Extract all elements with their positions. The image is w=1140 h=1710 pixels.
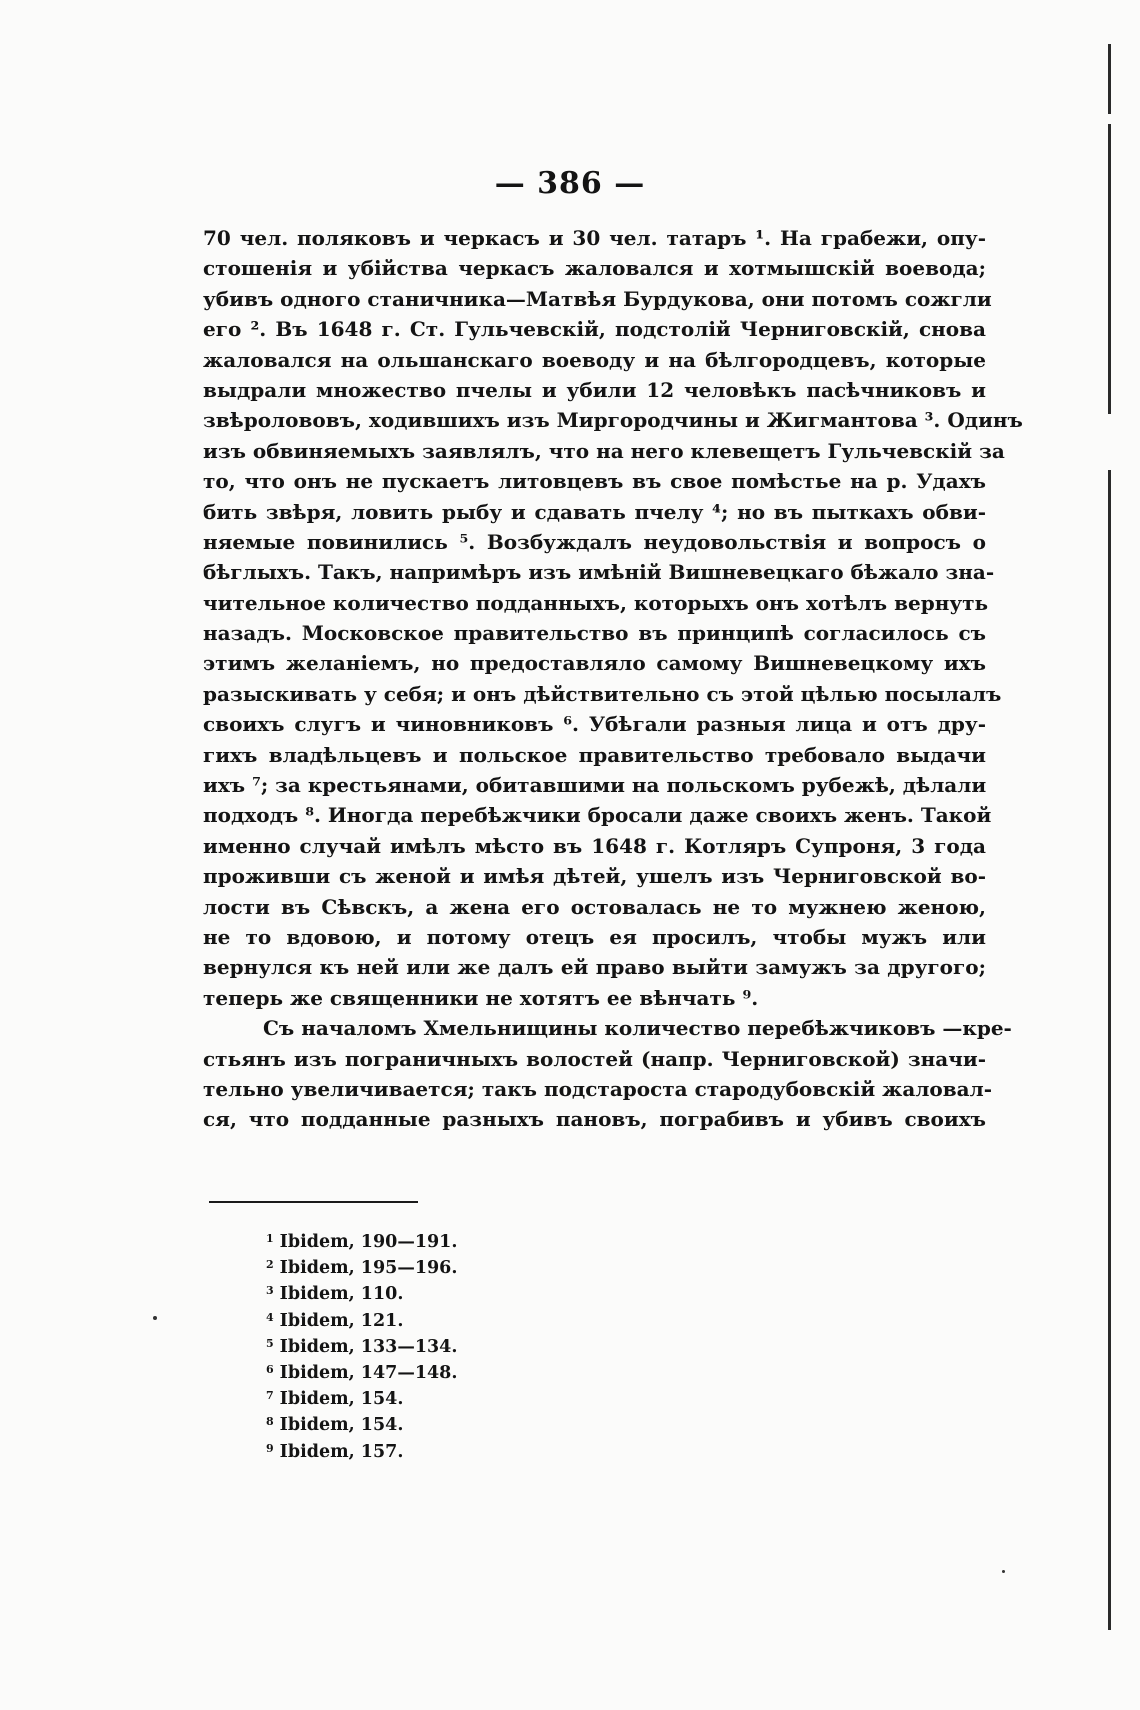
text-line: лости въ Сѣвскъ, а жена его остовалась не то мужнею женою, xyxy=(203,894,986,919)
footnote xyxy=(266,1305,457,1331)
footnote-number: 6 xyxy=(266,1362,274,1376)
text-line: стьянъ изъ пограничныхъ волостей (напр. Черниговской) значи- xyxy=(203,1046,986,1071)
text-line: проживши съ женой и имѣя дѣтей, ушелъ изъ Черниговской во- xyxy=(203,864,986,889)
footnote xyxy=(266,1357,457,1383)
print-speck xyxy=(1002,1570,1005,1573)
footnote xyxy=(266,1409,457,1435)
text-line: не то вдовою, и потому отецъ ея просилъ, чтобы мужъ или xyxy=(203,924,986,949)
footnote-number: 7 xyxy=(266,1389,274,1403)
footnote xyxy=(266,1331,457,1357)
footnote-number: 2 xyxy=(266,1258,274,1272)
text-line: няемые повинились ⁵. Возбуждалъ неудовольствія и вопросъ о xyxy=(203,529,986,554)
text-line: подходъ ⁸. Иногда перебѣжчики бросали даже своихъ женъ. Такой xyxy=(203,803,992,828)
text-line: стошенія и убійства черкасъ жаловался и хотмышскій воевода; xyxy=(203,256,986,281)
text-line: звѣролововъ, ходившихъ изъ Миргородчины и Жигмантова ³. Одинъ xyxy=(203,408,1023,433)
text-line: Съ началомъ Хмельнищины количество перебѣжчиковъ —кре- xyxy=(263,1016,1012,1041)
footnote-number: 4 xyxy=(266,1310,274,1324)
text-line: именно случай имѣлъ мѣсто въ 1648 г. Котляръ Супроня, 3 года xyxy=(203,833,986,858)
text-line: чительное количество подданныхъ, которыхъ онъ хотѣлъ вернуть xyxy=(203,590,989,615)
footnote-text: Ibidem, 133—134. xyxy=(279,1336,458,1357)
footnote xyxy=(266,1436,457,1462)
text-line: разыскивать у себя; и онъ дѣйствительно съ этой цѣлью посылалъ xyxy=(203,681,1002,706)
text-line: изъ обвиняемыхъ заявлялъ, что на него клевещетъ Гульчевскій за xyxy=(203,438,1005,463)
body-text xyxy=(203,223,1023,1135)
footnote-text: Ibidem, 147—148. xyxy=(279,1362,458,1383)
footnote-text: Ibidem, 121. xyxy=(279,1310,404,1331)
text-line: вернулся къ ней или же далъ ей право выйти замужъ за другого; xyxy=(203,955,986,980)
footnote xyxy=(266,1278,457,1304)
text-line: ихъ ⁷; за крестьянами, обитавшими на польскомъ рубежѣ, дѣлали xyxy=(203,773,987,798)
text-line: выдрали множество пчелы и убили 12 человѣкъ пасѣчниковъ и xyxy=(203,377,986,402)
text-line: то, что онъ не пускаетъ литовцевъ въ свое помѣстье на р. Удахъ xyxy=(203,469,986,494)
footnote xyxy=(266,1252,457,1278)
text-line: его ². Въ 1648 г. Ст. Гульчевскій, подстолій Черниговскій, снова xyxy=(203,317,986,342)
footnote-text: Ibidem, 154. xyxy=(279,1415,404,1436)
footnote-number: 1 xyxy=(266,1232,274,1245)
footnotes xyxy=(266,1226,457,1462)
text-line: бѣглыхъ. Такъ, напримѣръ изъ имѣній Вишневецкаго бѣжало зна- xyxy=(203,560,995,585)
footnote-number: 9 xyxy=(266,1441,274,1455)
footnote xyxy=(266,1226,457,1252)
page-edge-mark xyxy=(1108,470,1111,1630)
footnote-text: Ibidem, 154. xyxy=(279,1389,404,1410)
page-edge-mark xyxy=(1108,44,1111,114)
text-line: ся, что подданные разныхъ пановъ, пограбивъ и убивъ своихъ xyxy=(203,1107,986,1132)
footnote-text: Ibidem, 110. xyxy=(279,1284,404,1305)
footnote-number: 5 xyxy=(266,1336,274,1350)
footnote-divider xyxy=(209,1201,418,1203)
footnote xyxy=(266,1383,457,1409)
text-line: жаловался на ольшанскаго воеводу и на бѣлгородцевъ, которые xyxy=(203,347,986,372)
print-speck xyxy=(153,1316,157,1320)
text-line: назадъ. Московское правительство въ принципѣ согласилось съ xyxy=(203,621,986,646)
footnote-text: Ibidem, 190—191. xyxy=(279,1232,458,1252)
text-line: тельно увеличивается; такъ подстароста стародубовскій жалoвал- xyxy=(203,1076,993,1101)
text-line: своихъ слугъ и чиновниковъ ⁶. Убѣгали разныя лица и отъ дру- xyxy=(203,712,986,737)
footnote-text: Ibidem, 195—196. xyxy=(279,1258,458,1279)
footnote-number: 8 xyxy=(266,1415,274,1429)
text-line: бить звѣря, ловить рыбу и сдавать пчелу ⁴; но въ пыткахъ обви- xyxy=(203,499,986,524)
text-line: 70 чел. поляковъ и черкасъ и 30 чел. татаръ ¹. На грабежи, опу- xyxy=(203,226,986,250)
text-line: этимъ желаніемъ, но предоставляло самому Вишневецкому ихъ xyxy=(203,651,986,676)
text-line: гихъ владѣльцевъ и польское правительство требовало выдачи xyxy=(203,742,986,767)
footnote-number: 3 xyxy=(266,1284,274,1298)
footnote-text: Ibidem, 157. xyxy=(279,1441,404,1462)
text-line: теперь же священники не хотятъ ее вѣнчать ⁹. xyxy=(203,985,759,1010)
text-line: убивъ одного станичника—Матвѣя Бурдукова, они потомъ сожгли xyxy=(203,286,992,311)
page-number: — 386 — xyxy=(494,166,646,201)
